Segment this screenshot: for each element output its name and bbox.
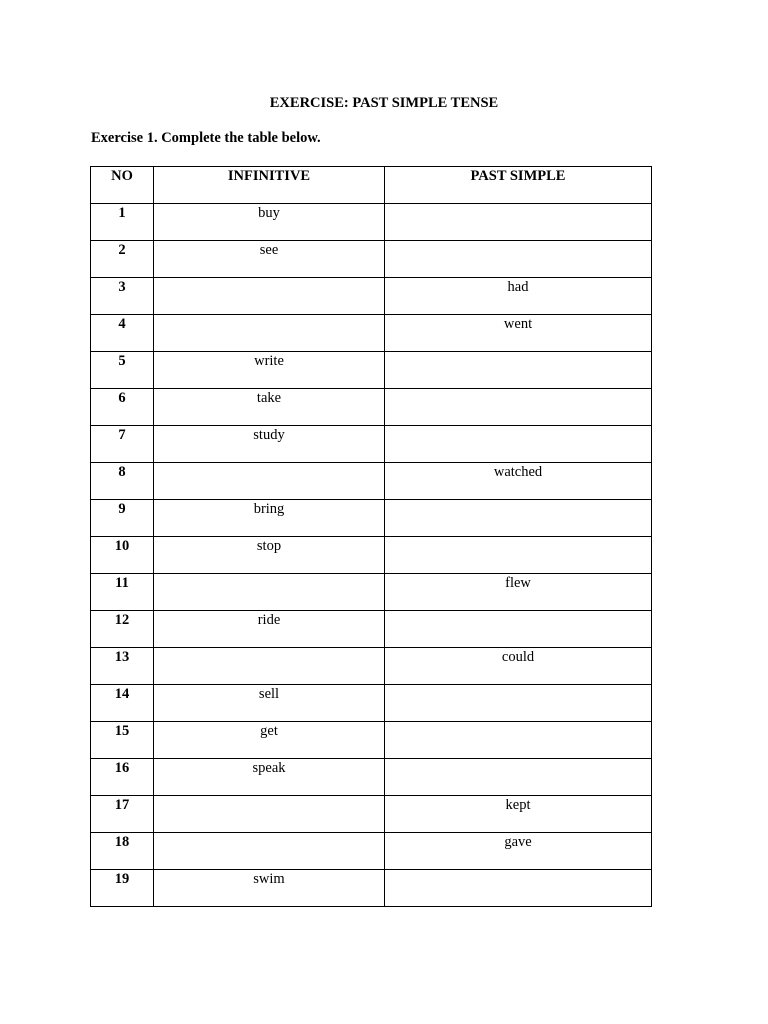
row-number: 12 bbox=[91, 611, 154, 648]
verb-table bbox=[90, 166, 652, 907]
row-number: 9 bbox=[91, 500, 154, 537]
infinitive-cell[interactable]: sell bbox=[154, 685, 385, 722]
past-simple-cell[interactable] bbox=[385, 204, 652, 241]
infinitive-cell[interactable]: see bbox=[154, 241, 385, 278]
infinitive-cell[interactable] bbox=[154, 315, 385, 352]
past-simple-cell[interactable] bbox=[385, 759, 652, 796]
infinitive-cell[interactable]: speak bbox=[154, 759, 385, 796]
table-row bbox=[91, 426, 652, 463]
infinitive-cell[interactable] bbox=[154, 648, 385, 685]
past-simple-cell[interactable] bbox=[385, 611, 652, 648]
past-simple-cell[interactable]: kept bbox=[385, 796, 652, 833]
past-simple-cell[interactable]: flew bbox=[385, 574, 652, 611]
table-row bbox=[91, 241, 652, 278]
infinitive-cell[interactable] bbox=[154, 796, 385, 833]
infinitive-cell[interactable] bbox=[154, 833, 385, 870]
table-row bbox=[91, 611, 652, 648]
past-simple-cell[interactable]: watched bbox=[385, 463, 652, 500]
table-row bbox=[91, 796, 652, 833]
row-number: 5 bbox=[91, 352, 154, 389]
row-number: 2 bbox=[91, 241, 154, 278]
past-simple-cell[interactable] bbox=[385, 537, 652, 574]
row-number: 8 bbox=[91, 463, 154, 500]
row-number: 7 bbox=[91, 426, 154, 463]
past-simple-cell[interactable] bbox=[385, 426, 652, 463]
past-simple-cell[interactable] bbox=[385, 722, 652, 759]
infinitive-cell[interactable]: buy bbox=[154, 204, 385, 241]
table-row bbox=[91, 204, 652, 241]
past-simple-cell[interactable]: had bbox=[385, 278, 652, 315]
header-infinitive: INFINITIVE bbox=[154, 167, 385, 204]
infinitive-cell[interactable]: get bbox=[154, 722, 385, 759]
row-number: 15 bbox=[91, 722, 154, 759]
table-row bbox=[91, 870, 652, 907]
table-row bbox=[91, 722, 652, 759]
row-number: 10 bbox=[91, 537, 154, 574]
row-number: 13 bbox=[91, 648, 154, 685]
table-row bbox=[91, 315, 652, 352]
past-simple-cell[interactable] bbox=[385, 870, 652, 907]
infinitive-cell[interactable]: take bbox=[154, 389, 385, 426]
table-row bbox=[91, 833, 652, 870]
row-number: 6 bbox=[91, 389, 154, 426]
infinitive-cell[interactable] bbox=[154, 463, 385, 500]
infinitive-cell[interactable]: stop bbox=[154, 537, 385, 574]
past-simple-cell[interactable] bbox=[385, 389, 652, 426]
header-no: NO bbox=[91, 167, 154, 204]
row-number: 4 bbox=[91, 315, 154, 352]
table-row bbox=[91, 278, 652, 315]
infinitive-cell[interactable]: study bbox=[154, 426, 385, 463]
table-header-row bbox=[91, 167, 652, 204]
row-number: 18 bbox=[91, 833, 154, 870]
past-simple-cell[interactable]: gave bbox=[385, 833, 652, 870]
row-number: 1 bbox=[91, 204, 154, 241]
table-row bbox=[91, 648, 652, 685]
table-row bbox=[91, 685, 652, 722]
past-simple-cell[interactable] bbox=[385, 685, 652, 722]
row-number: 16 bbox=[91, 759, 154, 796]
page-title: EXERCISE: PAST SIMPLE TENSE bbox=[269, 95, 499, 111]
row-number: 14 bbox=[91, 685, 154, 722]
past-simple-cell[interactable]: went bbox=[385, 315, 652, 352]
table-row bbox=[91, 759, 652, 796]
infinitive-cell[interactable] bbox=[154, 574, 385, 611]
table-row bbox=[91, 463, 652, 500]
past-simple-cell[interactable] bbox=[385, 352, 652, 389]
past-simple-cell[interactable] bbox=[385, 500, 652, 537]
past-simple-cell[interactable]: could bbox=[385, 648, 652, 685]
row-number: 3 bbox=[91, 278, 154, 315]
table-row bbox=[91, 537, 652, 574]
infinitive-cell[interactable]: swim bbox=[154, 870, 385, 907]
table-row bbox=[91, 500, 652, 537]
table-row bbox=[91, 574, 652, 611]
header-past-simple: PAST SIMPLE bbox=[385, 167, 652, 204]
infinitive-cell[interactable] bbox=[154, 278, 385, 315]
row-number: 11 bbox=[91, 574, 154, 611]
row-number: 17 bbox=[91, 796, 154, 833]
infinitive-cell[interactable]: write bbox=[154, 352, 385, 389]
table-row bbox=[91, 389, 652, 426]
infinitive-cell[interactable]: bring bbox=[154, 500, 385, 537]
row-number: 19 bbox=[91, 870, 154, 907]
exercise-instruction: Exercise 1. Complete the table below. bbox=[91, 130, 321, 146]
infinitive-cell[interactable]: ride bbox=[154, 611, 385, 648]
past-simple-cell[interactable] bbox=[385, 241, 652, 278]
table-row bbox=[91, 352, 652, 389]
